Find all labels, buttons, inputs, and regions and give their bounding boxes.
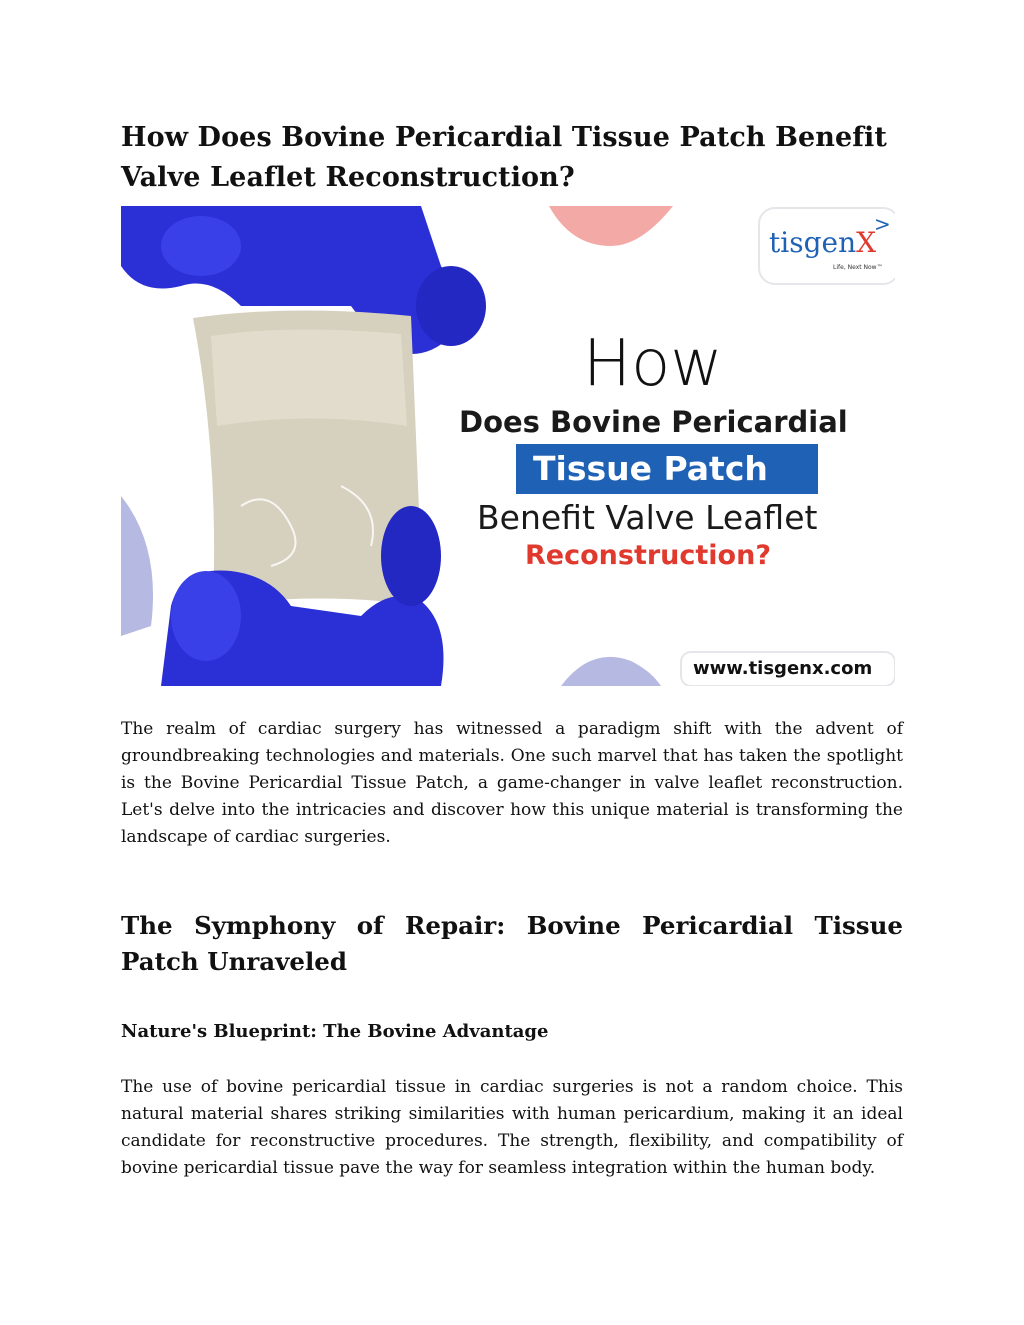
subheading: Nature's Blueprint: The Bovine Advantage — [121, 1021, 549, 1042]
hero-illustration — [121, 206, 895, 686]
logo-text: tisgen — [769, 226, 857, 259]
section-heading: The Symphony of Repair: Bovine Pericardial Tissue Patch Unraveled — [121, 911, 903, 976]
logo-tagline: Life, Next Now™ — [833, 264, 883, 271]
hero-line-does: Does Bovine Pericardial — [459, 405, 848, 439]
lavender-shape-left — [121, 496, 153, 636]
hero-website: www.tisgenx.com — [693, 658, 873, 679]
intro-paragraph: The realm of cardiac surgery has witnessed a paradigm shift with the advent of groundbreaking technologies and materials. One such marvel that has taken the spotlight is the Bovine Pericardial Tissue Patch, a game-changer in valve leaflet reconstruction. Let's delve into the intricacies and discover how this unique material is transforming the landscape of cardiac surgeries. — [121, 719, 903, 847]
hero-line-benefit: Benefit Valve Leaflet — [477, 498, 818, 537]
hero-line-tissue: Tissue Patch — [533, 449, 768, 488]
section-paragraph: The use of bovine pericardial tissue in cardiac surgeries is not a random choice. This natural material shares striking similarities with human pericardium, making it an ideal candidate for reconstructive procedures. The strength, flexibility, and compatibility of bovine pericardial tissue pave the way for seamless integration within the human body. — [121, 1077, 903, 1178]
pink-shape — [549, 206, 673, 246]
hero-line-how: How — [583, 327, 723, 401]
logo-x: X — [856, 226, 877, 259]
logo-wordmark — [769, 226, 876, 259]
hero-image — [121, 206, 895, 686]
hero-line-reconstruction: Reconstruction? — [525, 540, 771, 571]
logo-chevron: > — [874, 212, 891, 236]
page-title: How Does Bovine Pericardial Tissue Patch Benefit Valve Leaflet Reconstruction? — [121, 122, 887, 193]
lavender-shape-bottom — [561, 657, 661, 686]
